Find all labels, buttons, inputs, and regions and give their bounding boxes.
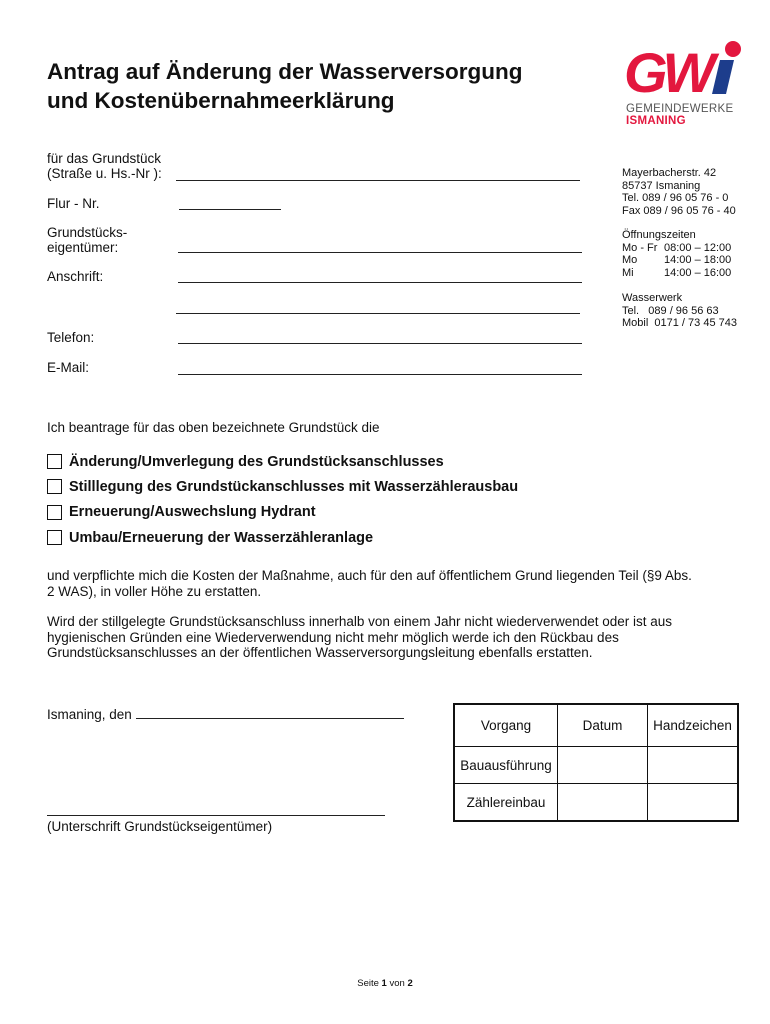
field-label-telefon: Telefon: xyxy=(47,330,95,345)
field-label-line: eigentümer: xyxy=(47,240,119,255)
svg-text:GW: GW xyxy=(624,41,711,100)
page-current: 1 xyxy=(381,978,387,989)
date-field xyxy=(47,706,404,722)
logo-text-gemeindewerke: GEMEINDEWERKE xyxy=(626,103,734,115)
page-total: 2 xyxy=(407,978,413,989)
hours-time: 14:00 – 16:00 xyxy=(664,266,732,279)
field-line-address-1[interactable] xyxy=(178,282,582,283)
signature-label: (Unterschrift Grundstückseigentümer) xyxy=(47,819,273,834)
hours-row xyxy=(622,242,731,255)
checkbox[interactable] xyxy=(47,454,62,469)
gwi-logo xyxy=(622,38,742,127)
address-city: 85737 Ismaning xyxy=(622,179,701,192)
table-header: Vorgang xyxy=(454,704,558,747)
table-cell[interactable] xyxy=(558,747,648,784)
title-line-1: Antrag auf Änderung der Wasserversorgung xyxy=(47,59,523,84)
page-number xyxy=(0,978,770,989)
hours-day: Mo xyxy=(622,254,638,266)
paragraph-removal: Wird der stillgelegte Grundstücksanschluss innerhalb von einem Jahr nicht wiederverwendet oder ist aus hygienischen Gründen eine Wiederverwendung nicht mehr möglich werde ich den Rückbau des Grundstücksanschlusses an der öffentlichen Wasserversorgungsleitung ebenfalls erstatten. xyxy=(47,614,673,661)
field-label-line: Grundstücks- xyxy=(47,225,128,240)
option-umbau[interactable] xyxy=(47,525,518,550)
page-mid: von xyxy=(389,978,405,989)
opening-hours xyxy=(622,229,731,279)
field-line-address-2[interactable] xyxy=(176,313,580,314)
page-prefix: Seite xyxy=(357,978,379,989)
option-stilllegung[interactable] xyxy=(47,474,518,499)
hours-row xyxy=(622,267,731,280)
address-street: Mayerbacherstr. 42 xyxy=(622,167,717,179)
option-label: Umbau/Erneuerung der Wasserzähleranlage xyxy=(69,529,374,546)
hours-title: Öffnungszeiten xyxy=(622,229,696,241)
table-row xyxy=(454,747,738,784)
field-line-phone[interactable] xyxy=(178,343,582,344)
waterworks-info xyxy=(622,292,737,330)
table-header: Datum xyxy=(558,704,648,747)
contact-address xyxy=(622,167,736,217)
field-label-anschrift: Anschrift: xyxy=(47,269,104,284)
hours-day: Mo - Fr xyxy=(622,241,658,254)
field-label-grundstueck xyxy=(47,151,162,181)
gwi-logo-mark xyxy=(622,38,742,100)
field-line-flur[interactable] xyxy=(179,209,281,210)
option-label: Erneuerung/Auswechslung Hydrant xyxy=(69,504,316,521)
field-label-line: für das Grundstück xyxy=(47,151,162,166)
field-label-email: E-Mail: xyxy=(47,360,90,375)
date-line[interactable] xyxy=(136,706,404,719)
hours-time: 14:00 – 18:00 xyxy=(664,254,732,266)
processing-table xyxy=(453,703,739,822)
option-label: Änderung/Umverlegung des Grundstücksanschlusses xyxy=(69,453,444,470)
checkbox[interactable] xyxy=(47,530,62,545)
paragraph-cost: und verpflichte mich die Kosten der Maßnahme, auch für den auf öffentlichem Grund liegenden Teil (§9 Abs. 2 WAS), in voller Höhe zu erstatten. xyxy=(47,568,692,599)
table-cell[interactable] xyxy=(648,784,739,822)
table-cell[interactable] xyxy=(648,747,739,784)
checkbox[interactable] xyxy=(47,505,62,520)
hours-day: Mi xyxy=(622,266,634,279)
hours-time: 08:00 – 12:00 xyxy=(664,241,732,254)
hours-row xyxy=(622,254,731,267)
intro-text: Ich beantrage für das oben bezeichnete Grundstück die xyxy=(47,420,380,435)
field-line-email[interactable] xyxy=(178,374,582,375)
table-row-label: Bauausführung xyxy=(454,747,558,784)
field-label-eigentuemer xyxy=(47,225,127,255)
field-line-owner[interactable] xyxy=(178,252,582,253)
table-row-label: Zählereinbau xyxy=(454,784,558,822)
date-label: Ismaning, den xyxy=(47,707,132,722)
option-hydrant[interactable] xyxy=(47,500,518,525)
option-aenderung[interactable] xyxy=(47,449,518,474)
logo-text-ismaning: ISMANING xyxy=(626,115,686,127)
field-line-street[interactable] xyxy=(176,180,580,181)
table-cell[interactable] xyxy=(558,784,648,822)
field-label-flur: Flur - Nr. xyxy=(47,196,100,211)
option-list xyxy=(47,449,518,550)
contact-fax: Fax 089 / 96 05 76 - 40 xyxy=(622,204,736,217)
table-header-row xyxy=(454,704,738,747)
waterworks-tel: Tel. 089 / 96 56 63 xyxy=(622,304,719,317)
contact-tel: Tel. 089 / 96 05 76 - 0 xyxy=(622,192,729,204)
table-header: Handzeichen xyxy=(648,704,739,747)
waterworks-title: Wasserwerk xyxy=(622,292,683,304)
title-line-2: und Kostenübernahmeerklärung xyxy=(47,88,395,113)
option-label: Stilllegung des Grundstückanschlusses mit Wasserzählerausbau xyxy=(69,478,519,495)
checkbox[interactable] xyxy=(47,479,62,494)
signature-line[interactable] xyxy=(47,815,385,816)
waterworks-mobile: Mobil 0171 / 73 45 743 xyxy=(622,317,737,329)
field-label-line: (Straße u. Hs.-Nr ): xyxy=(47,166,162,181)
table-row xyxy=(454,784,738,822)
page-title xyxy=(47,57,617,115)
